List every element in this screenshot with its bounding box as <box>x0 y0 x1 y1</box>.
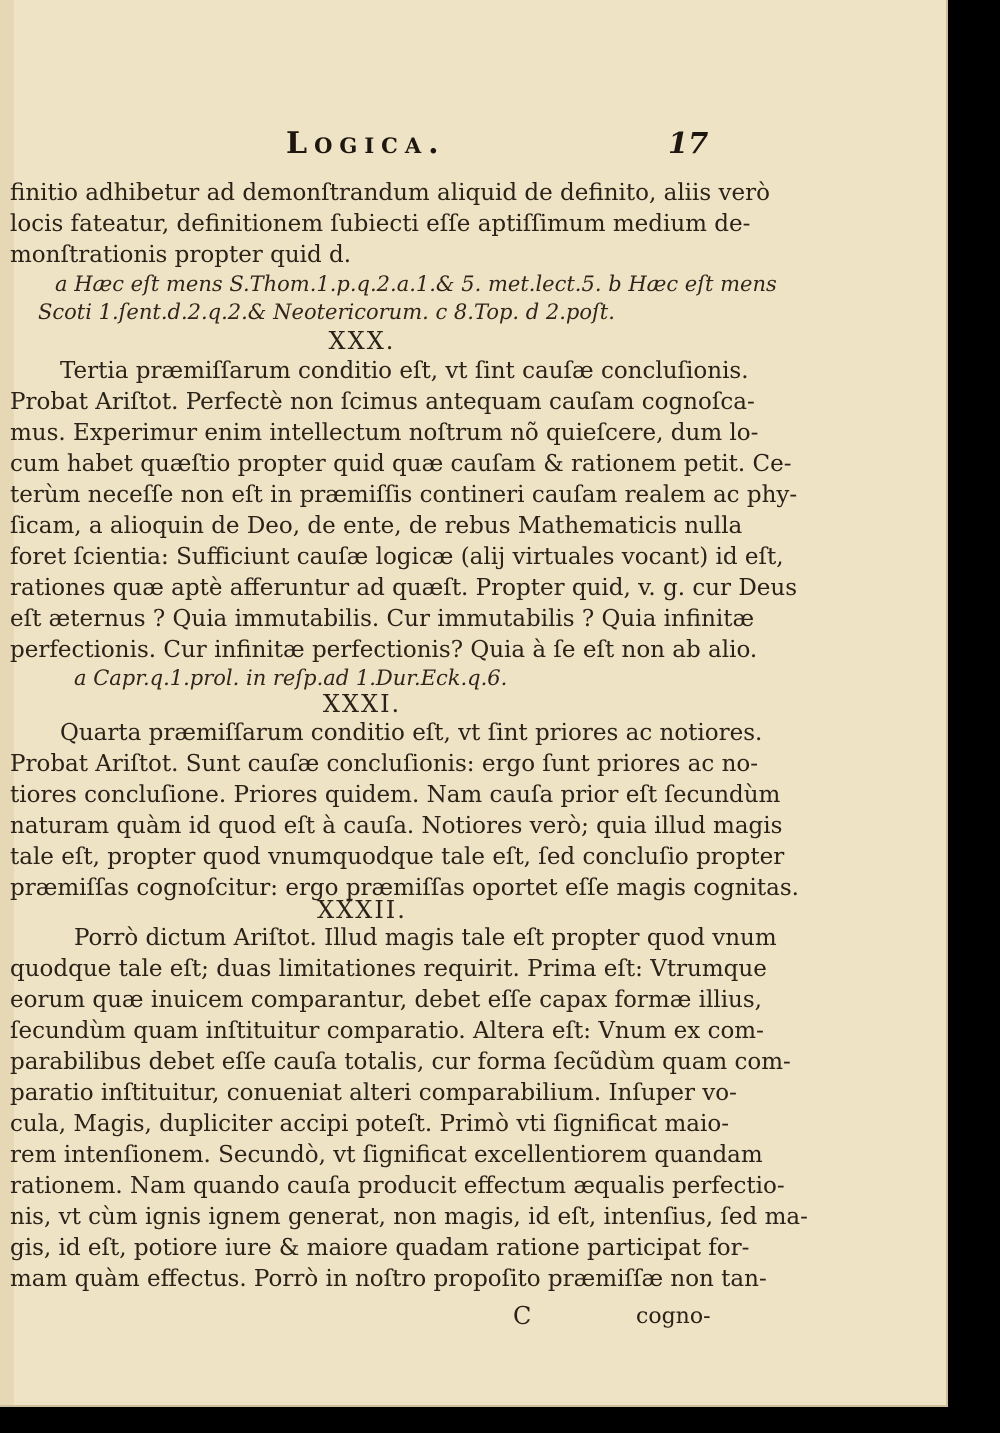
text-line: gis, id eſt, potiore iure & maiore quadam ratione participat for- <box>10 1235 750 1261</box>
text-line: Tertia præmiſſarum conditio eſt, vt ſint cauſæ concluſionis. <box>60 358 749 384</box>
running-title: Logica. <box>286 126 446 161</box>
text-line: tale eſt, propter quod vnumquodque tale eſt, ſed concluſio propter <box>10 844 785 870</box>
text-line: perfectionis. Cur infinitæ perfectionis? Quia à ſe eſt non ab alio. <box>10 637 758 663</box>
text-line: ſicam, a alioquin de Deo, de ente, de rebus Mathematicis nulla <box>10 513 743 539</box>
text-line: ſecundùm quam inſtituitur comparatio. Altera eſt: Vnum ex com- <box>10 1018 764 1044</box>
signature-mark: C <box>513 1302 532 1330</box>
text-line: Probat Ariſtot. Sunt cauſæ concluſionis: ergo ſunt priores ac no- <box>10 751 759 777</box>
text-line: nis, vt cùm ignis ignem generat, non magis, id eſt, intenſius, ſed ma- <box>10 1204 808 1230</box>
text-line: cula, Magis, dupliciter accipi poteſt. Primò vti ſignificat maio- <box>10 1111 729 1137</box>
text-line: monſtrationis propter quid d. <box>10 242 352 268</box>
text-line: eorum quæ inuicem comparantur, debet eſſe capax formæ illius, <box>10 987 762 1013</box>
text-line: rem intenſionem. Secundò, vt ſignificat excellentiorem quandam <box>10 1142 763 1168</box>
text-line: mus. Experimur enim intellectum noſtrum nõ quieſcere, dum lo- <box>10 420 759 446</box>
text-line: finitio adhibetur ad demonſtrandum aliquid de definito, aliis verò <box>10 180 770 206</box>
text-line: tiores concluſione. Priores quidem. Nam cauſa prior eſt ſecundùm <box>10 782 781 808</box>
text-line: præmiſſas cognoſcitur: ergo præmiſſas oportet eſſe magis cognitas. <box>10 875 799 901</box>
section-heading: XXX. <box>328 327 396 355</box>
text-line: rationes quæ aptè afferuntur ad quæſt. Propter quid, v. g. cur Deus <box>10 575 798 601</box>
text-line: cum habet quæſtio propter quid quæ cauſam & rationem petit. Ce- <box>10 451 792 477</box>
text-line: rationem. Nam quando cauſa producit effectum æqualis perfectio- <box>10 1173 785 1199</box>
marginal-note-line: Scoti 1.ſent.d.2.q.2.& Neotericorum. c 8.Top. d 2.poſt. <box>38 300 615 324</box>
section-heading: XXXII. <box>317 896 407 924</box>
catchword: cogno- <box>636 1304 711 1329</box>
text-line: paratio inſtituitur, conueniat alteri comparabilium. Inſuper vo- <box>10 1080 737 1106</box>
text-line: eſt æternus ? Quia immutabilis. Cur immutabilis ? Quia infinitæ <box>10 606 755 632</box>
text-line: Probat Ariſtot. Perfectè non ſcimus antequam cauſam cognoſca- <box>10 389 755 415</box>
text-line: Quarta præmiſſarum conditio eſt, vt ſint priores ac notiores. <box>60 720 763 746</box>
text-line: foret ſcientia: Sufficiunt cauſæ logicæ (alij virtuales vocant) id eſt, <box>10 544 784 570</box>
text-line: terùm neceſſe non eſt in præmiſſis contineri cauſam realem ac phy- <box>10 482 798 508</box>
text-line: parabilibus debet eſſe cauſa totalis, cur forma ſecũdùm quam com- <box>10 1049 791 1075</box>
text-line: Porrò dictum Ariſtot. Illud magis tale eſt propter quod vnum <box>74 925 777 951</box>
text-line: naturam quàm id quod eſt à cauſa. Notiores verò; quia illud magis <box>10 813 783 839</box>
text-line: mam quàm effectus. Porrò in noſtro propoſito præmiſſæ non tan- <box>10 1266 767 1292</box>
text-line: quodque tale eſt; duas limitationes requirit. Prima eſt: Vtrumque <box>10 956 767 982</box>
section-heading: XXXI. <box>322 690 402 718</box>
marginal-note-line: a Hæc eſt mens S.Thom.1.p.q.2.a.1.& 5. met.lect.5. b Hæc eſt mens <box>55 272 777 296</box>
marginal-note-line: a Capr.q.1.prol. in reſp.ad 1.Dur.Eck.q.6. <box>74 666 508 690</box>
page-number: 17 <box>668 126 709 160</box>
text-line: locis fateatur, definitionem ſubiecti eſſe aptiſſimum medium de- <box>10 211 751 237</box>
